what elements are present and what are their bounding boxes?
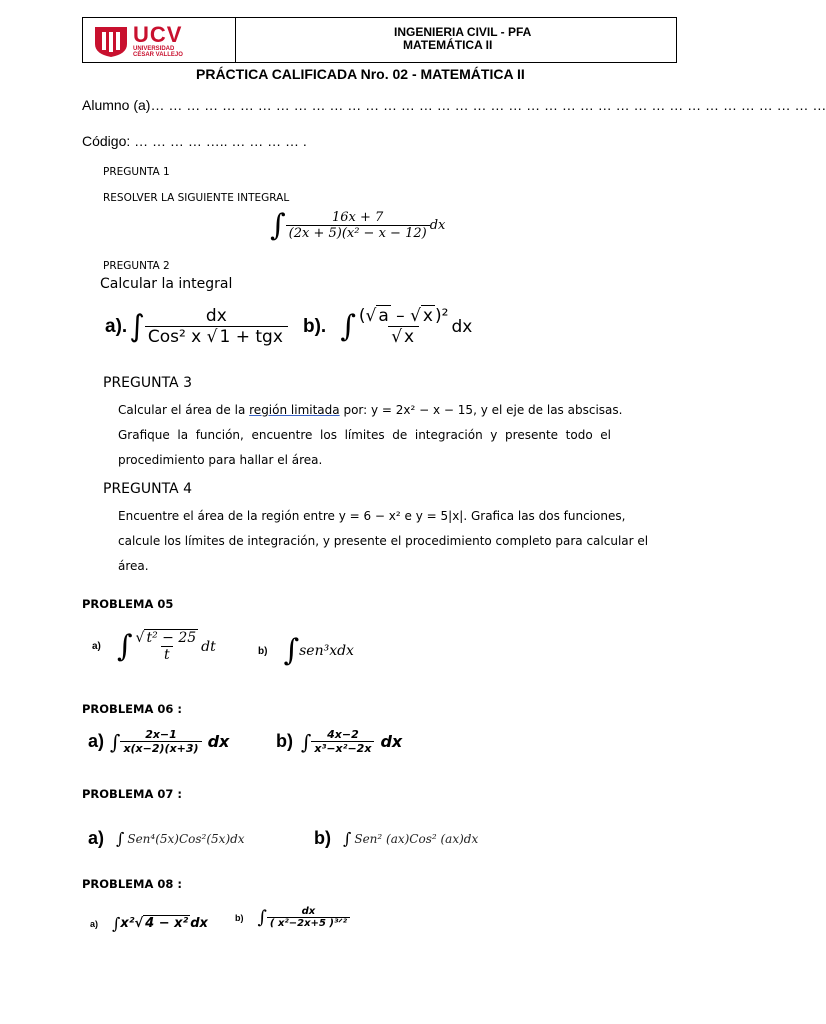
- q3-line2: Grafique la función, encuentre los límites de integración y presente todo el: [118, 428, 612, 442]
- p06-a-dx: dx: [207, 732, 230, 751]
- integral-sign: ∫: [112, 914, 121, 933]
- p06-a-label: a): [88, 731, 105, 751]
- q2-b-integral: [303, 306, 472, 347]
- integral-sign: ∫: [340, 308, 356, 344]
- p06-b-numerator: 4x−2: [327, 728, 359, 741]
- header-divider: [235, 18, 236, 62]
- q3-body: [118, 398, 623, 473]
- q1-denominator: (2x + 5)(x² − x − 12): [286, 225, 430, 241]
- q4-heading: PREGUNTA 4: [103, 481, 192, 497]
- p07-a-integral: [88, 828, 245, 849]
- sqrt-sign: √: [365, 306, 377, 326]
- integral-sign: ∫: [110, 729, 121, 754]
- q1-numerator: 16x + 7: [332, 210, 384, 225]
- p07-a-expr: Sen⁴(5x)Cos²(5x)dx: [127, 831, 245, 846]
- p08-a-pre: x²: [120, 916, 135, 931]
- q1-instruction: RESOLVER LA SIGUIENTE INTEGRAL: [103, 192, 290, 204]
- q2-a-label: a).: [105, 315, 128, 337]
- p05-a-fraction: [133, 630, 202, 663]
- p07-heading: PROBLEMA 07 :: [82, 787, 182, 801]
- p08-a-expr: [120, 916, 208, 931]
- p08-a-sqrt: 4 − x²: [145, 916, 189, 931]
- q2-heading: PREGUNTA 2: [103, 260, 170, 272]
- sqrt-sign: √: [135, 630, 145, 646]
- p08-b-integral: [235, 906, 350, 929]
- p05-a-sqrt: t² − 25: [146, 630, 197, 646]
- p05-a-denominator: t: [161, 646, 173, 663]
- p05-heading: PROBLEMA 05: [82, 597, 174, 611]
- q1-integral: [270, 207, 446, 243]
- q4-line2: calcule los límites de integración, y presente el procedimiento completo para calcular el: [118, 534, 649, 548]
- q3-line1-a: Calcular el área de la: [118, 403, 250, 417]
- q2-a-den-cos: Cos² x: [147, 327, 202, 347]
- integral-sign: ∫: [301, 729, 312, 754]
- ucv-shield-icon: [93, 24, 129, 58]
- p06-b-label: b): [276, 731, 293, 751]
- p05-a-numerator: [133, 630, 202, 646]
- p08-a-dx: dx: [190, 916, 208, 931]
- q1-dx: dx: [429, 218, 446, 233]
- p07-b-label: b): [314, 828, 331, 848]
- p06-heading: PROBLEMA 06 :: [82, 702, 182, 716]
- p08-a-label: a): [90, 918, 99, 929]
- integral-sign: ∫: [283, 633, 300, 668]
- paren-open: (: [358, 306, 366, 326]
- sqrt-x: x: [404, 327, 415, 347]
- p06-a-denominator: x(x−2)(x+3): [120, 741, 201, 755]
- p05-b-expr: sen³xdx: [299, 643, 354, 659]
- p05-b-label: b): [258, 645, 268, 657]
- q2-b-fraction: [356, 306, 452, 347]
- q4-line1: Encuentre el área de la región entre y = 6 − x² e y = 5|x|. Grafica las dos funciones,: [118, 509, 626, 523]
- integral-sign: ∫: [116, 628, 133, 664]
- integral-sign: ∫: [270, 207, 286, 243]
- q2-b-denominator: [388, 326, 419, 347]
- header-box: [82, 17, 677, 63]
- q2-a-den-sqrt: 1 + tgx: [219, 327, 283, 347]
- q2-b-numerator: [356, 306, 452, 326]
- p08-b-denominator: ( x²−2x+5 )³ᐟ²: [267, 917, 350, 929]
- q3-line1: [118, 398, 623, 423]
- p05-b-integral: [258, 633, 354, 668]
- q2-b-label: b).: [303, 315, 327, 337]
- sqrt-sign: √: [391, 327, 403, 347]
- p06-a-integral: [88, 728, 229, 755]
- sqrt-x: x: [422, 306, 433, 326]
- q2-a-integral: [105, 306, 288, 347]
- minus: –: [390, 306, 411, 326]
- q3-line3: procedimiento para hallar el área.: [118, 453, 323, 467]
- integral-sign: ∫: [343, 829, 352, 848]
- p08-b-fraction: [267, 906, 350, 929]
- q3-line1-b: por: y = 2x² − x − 15, y el eje de las abscisas.: [339, 403, 623, 417]
- p06-b-dx: dx: [380, 732, 403, 751]
- p08-b-label: b): [235, 912, 244, 923]
- p05-a-label: a): [92, 641, 101, 652]
- sqrt-sign: √: [410, 306, 421, 326]
- q3-line1-underline: región limitada: [249, 403, 340, 417]
- sqrt-sign: √: [206, 327, 218, 347]
- integral-sign: ∫: [116, 829, 125, 848]
- sqrt-sign: √: [134, 916, 144, 931]
- q1-heading: PREGUNTA 1: [103, 166, 170, 178]
- p08-a-integral: [90, 914, 208, 933]
- sqrt-a: a: [378, 306, 389, 326]
- q2-a-numerator: dx: [205, 306, 227, 326]
- p08-b-numerator: dx: [301, 906, 316, 917]
- p07-b-expr: Sen² (ax)Cos² (ax)dx: [354, 831, 479, 846]
- q2-a-fraction: [145, 306, 288, 347]
- p05-a-integral: [92, 630, 216, 663]
- university-logo: [93, 24, 213, 58]
- q4-line3: área.: [118, 559, 149, 573]
- p06-a-fraction: [120, 728, 201, 755]
- p07-b-integral: [314, 828, 478, 849]
- paren-close: )²: [434, 306, 449, 326]
- q2-b-dx: dx: [451, 316, 473, 337]
- student-field: Alumno (a)… … … … … … … … … … … … … … … … … … … … … … … … … … … … … … … … … … … … … …: [82, 97, 826, 113]
- logo-text: UCV: [133, 22, 183, 47]
- p06-b-fraction: [311, 728, 374, 755]
- header-line1: INGENIERIA CIVIL - PFA: [394, 25, 532, 39]
- q4-body: [118, 504, 649, 579]
- p06-a-numerator: 2x−1: [145, 728, 177, 741]
- logo-sub1: UNIVERSIDAD: [133, 46, 175, 52]
- p06-b-integral: [276, 728, 402, 755]
- q1-fraction: [286, 210, 430, 241]
- p06-b-denominator: x³−x²−2x: [311, 741, 374, 755]
- logo-sub2: CÉSAR VALLEJO: [133, 52, 183, 58]
- q2-instruction: Calcular la integral: [100, 276, 233, 292]
- p05-a-dt: dt: [201, 638, 216, 655]
- p08-heading: PROBLEMA 08 :: [82, 877, 182, 891]
- header-line2: MATEMÁTICA II: [403, 38, 493, 52]
- page-title: PRÁCTICA CALIFICADA Nro. 02 - MATEMÁTICA II: [196, 66, 525, 82]
- q2-a-denominator: [145, 326, 288, 347]
- code-field: Código: … … … … ….. … … … … .: [82, 133, 307, 149]
- integral-sign: ∫: [129, 308, 145, 344]
- q3-heading: PREGUNTA 3: [103, 375, 192, 391]
- integral-sign: ∫: [257, 907, 267, 928]
- p07-a-label: a): [88, 828, 105, 848]
